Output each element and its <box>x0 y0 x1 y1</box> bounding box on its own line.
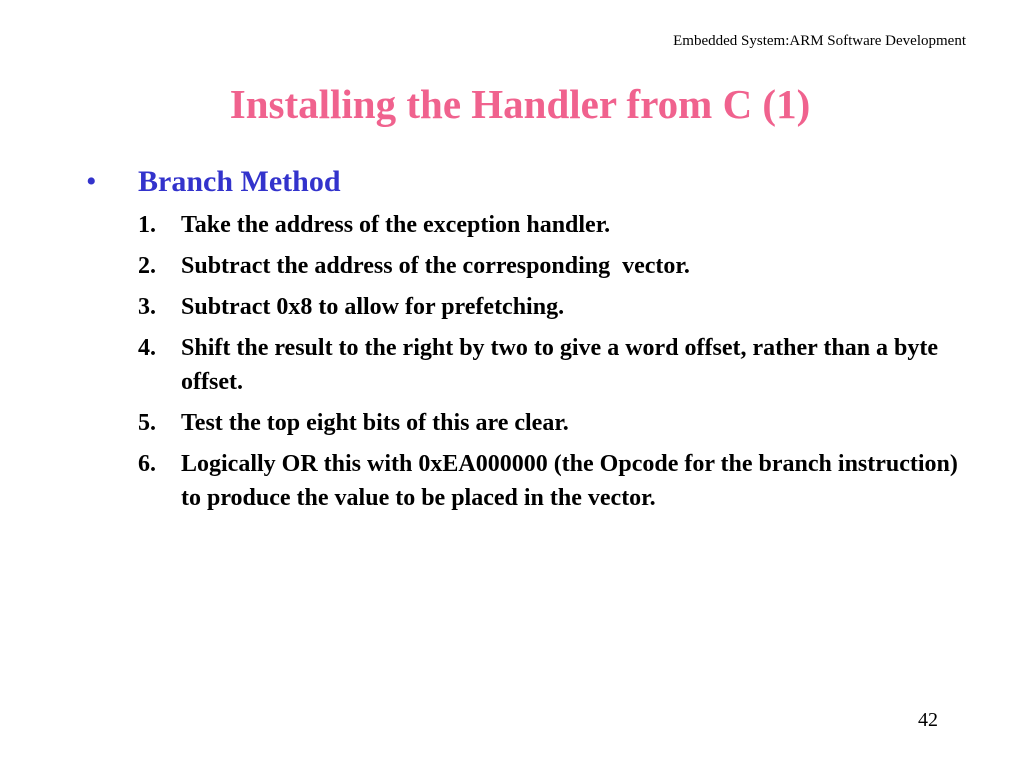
step-item <box>138 249 958 283</box>
step-text: Subtract 0x8 to allow for prefetching. <box>181 294 565 320</box>
step-text: Take the address of the exception handler. <box>181 212 611 238</box>
step-text: Shift the result to the right by two to give a word offset, rather than a byte offset. <box>181 335 945 395</box>
course-header: Embedded System:ARM Software Development <box>673 33 966 49</box>
step-item <box>138 406 958 440</box>
bullet-item-branch-method <box>86 162 686 202</box>
page-number: 42 <box>918 709 938 731</box>
step-list <box>138 208 964 522</box>
step-number: 3. <box>138 294 156 320</box>
step-number: 1. <box>138 212 156 238</box>
step-number: 4. <box>138 335 156 361</box>
step-item <box>138 208 958 242</box>
step-item <box>138 331 958 399</box>
step-number: 2. <box>138 253 156 279</box>
step-number: 6. <box>138 451 156 477</box>
step-item <box>138 447 964 515</box>
step-text: Logically OR this with 0xEA000000 (the Opcode for the branch instruction) to produce the value to be placed in the vector. <box>181 451 964 511</box>
bullet-label: Branch Method <box>138 165 341 198</box>
step-number: 5. <box>138 410 156 436</box>
slide-title: Installing the Handler from C (1) <box>229 81 811 127</box>
bullet-dot-icon: • <box>86 165 97 198</box>
step-text: Subtract the address of the corresponding vector. <box>181 253 690 279</box>
step-text: Test the top eight bits of this are clear. <box>181 410 569 436</box>
step-item <box>138 290 958 324</box>
